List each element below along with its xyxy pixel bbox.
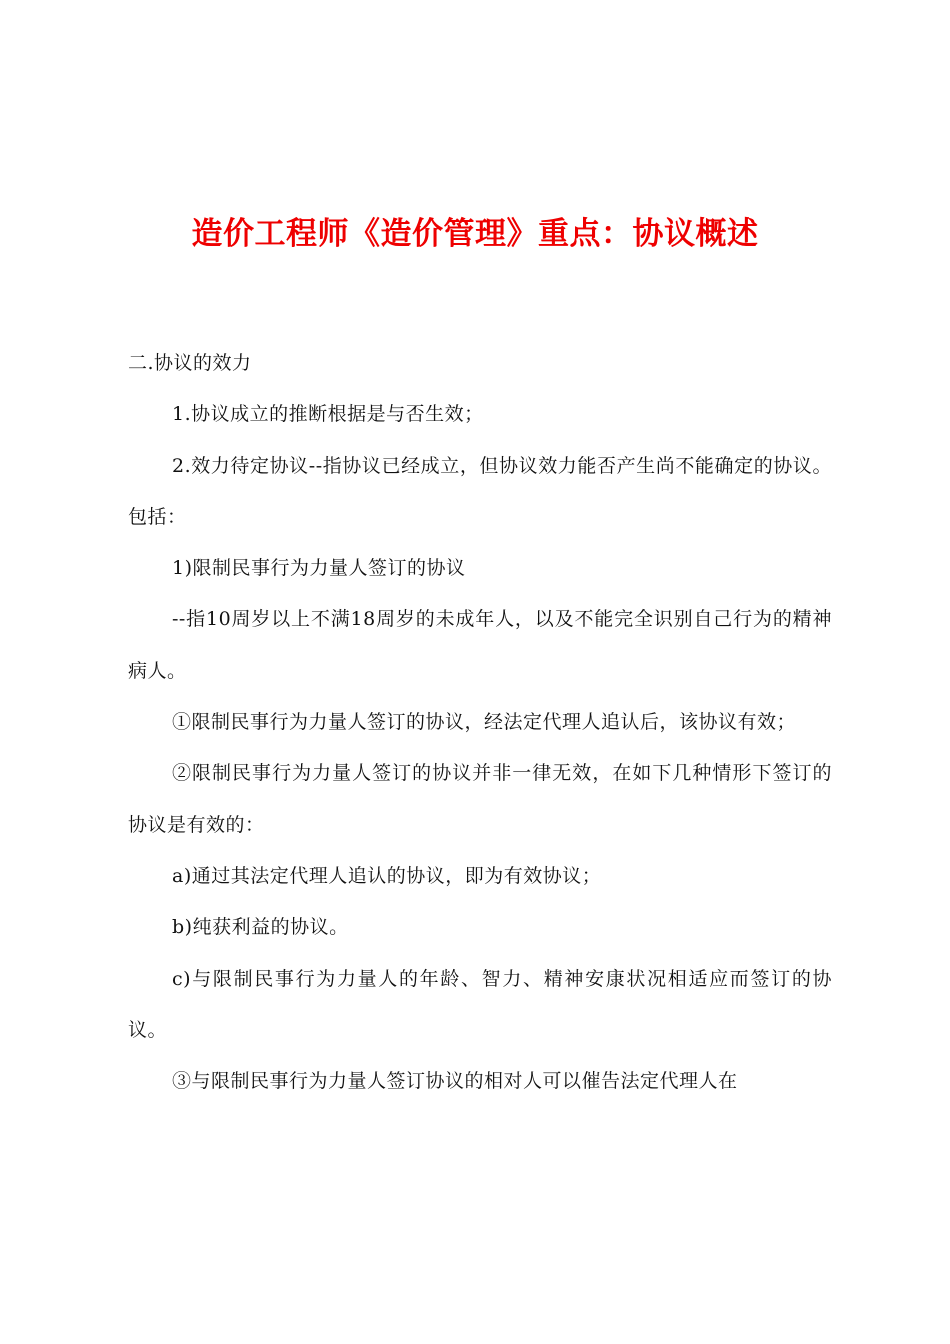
- paragraph: 1)限制民事行为力量人签订的协议: [172, 557, 466, 580]
- paragraph: ②限制民事行为力量人签订的协议并非一律无效，在如下几种情形下签订的协议是有效的：: [128, 762, 832, 836]
- paragraph: 2.效力待定协议--指协议已经成立，但协议效力能否产生尚不能确定的协议。包括：: [128, 454, 832, 528]
- paragraph: 1.协议成立的推断根据是与否生效；: [172, 403, 484, 426]
- paragraph: a)通过其法定代理人追认的协议，即为有效协议；: [172, 864, 602, 887]
- paragraph: b)纯获利益的协议。: [172, 916, 349, 939]
- paragraph: ③与限制民事行为力量人签订协议的相对人可以催告法定代理人在: [172, 1070, 738, 1093]
- document-body: [128, 338, 832, 1107]
- paragraph: c)与限制民事行为力量人的年龄、智力、精神安康状况相适应而签订的协议。: [128, 967, 832, 1041]
- paragraph: ①限制民事行为力量人签订的协议，经法定代理人追认后，该协议有效；: [172, 711, 797, 734]
- document-title: 造价工程师《造价管理》重点：协议概述: [191, 216, 759, 252]
- paragraph: --指10周岁以上不满18周岁的未成年人，以及不能完全识别自己行为的精神病人。: [128, 608, 832, 682]
- section-heading: 二.协议的效力: [128, 352, 252, 374]
